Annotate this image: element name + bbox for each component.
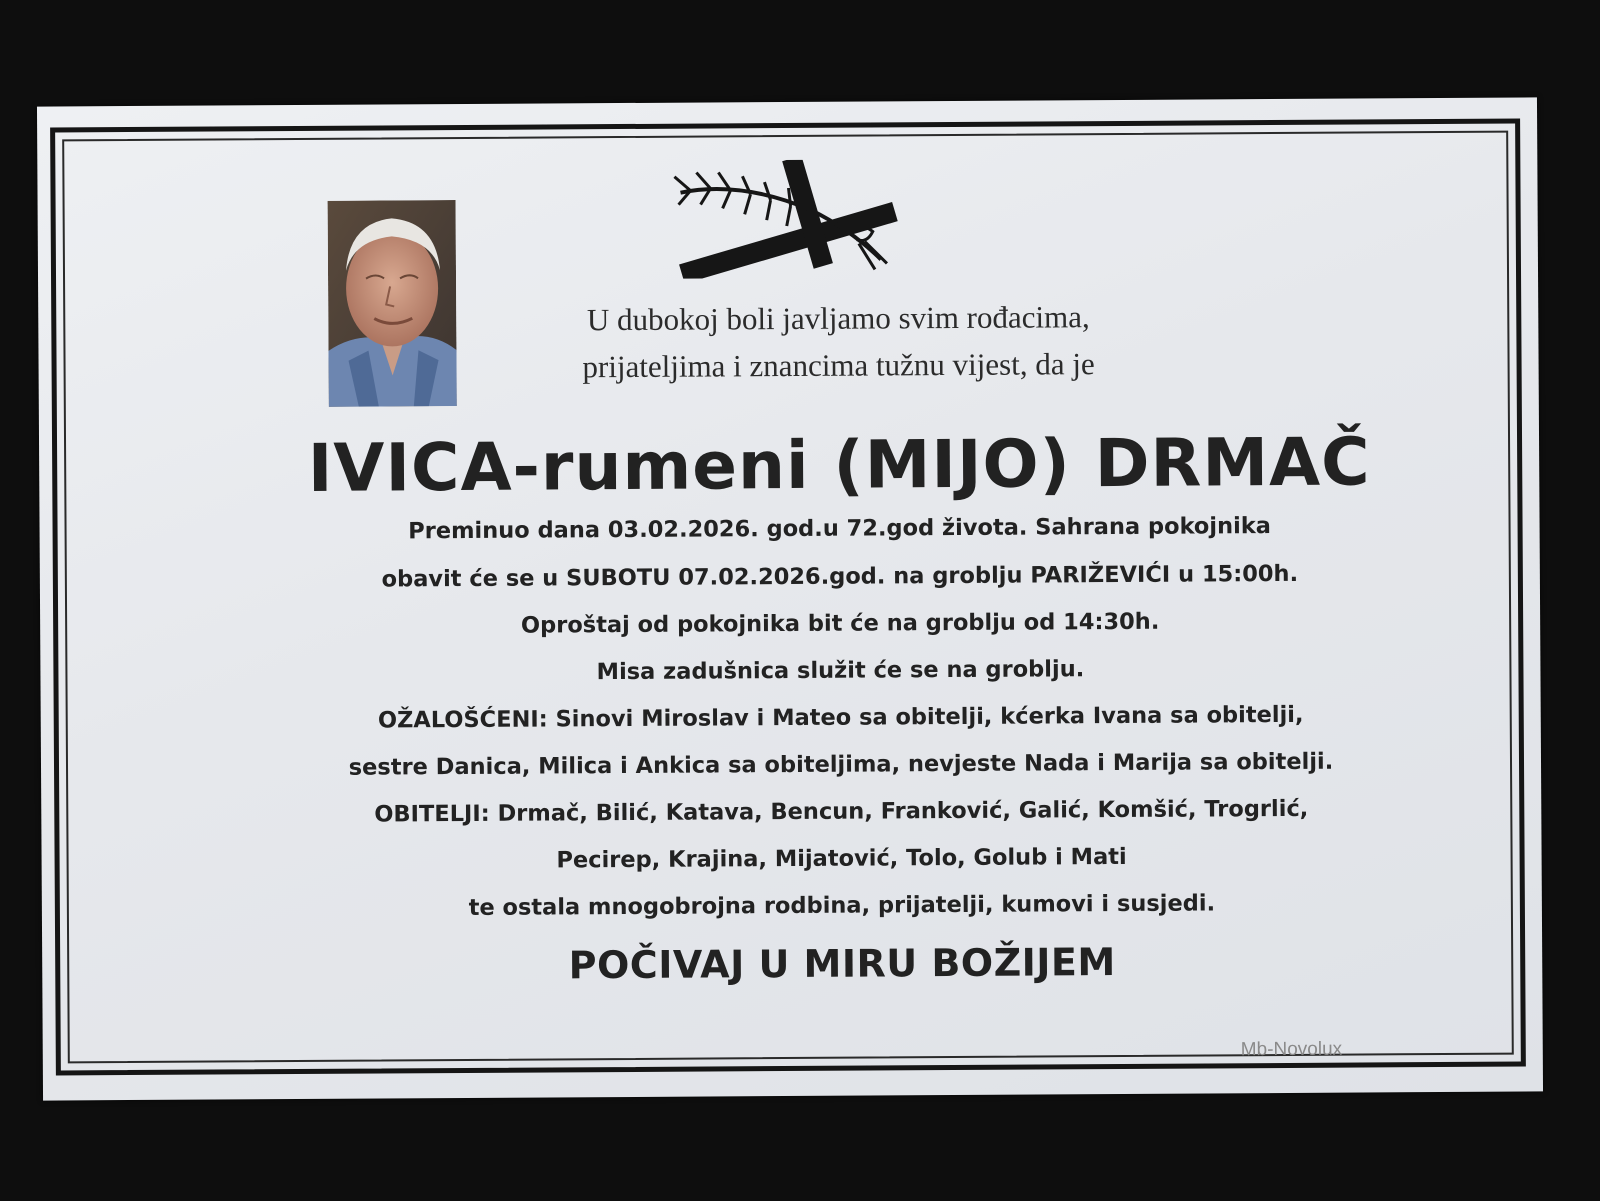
farewell-line: Oproštaj od pokojnika bit će na groblju od 14:30h. (520, 608, 1160, 639)
obituary-notice (37, 97, 1543, 1100)
relatives-line: te ostala mnogobrojna rodbina, prijatelji, kumovi i susjedi. (468, 890, 1216, 921)
cross-with-palm-icon (660, 159, 901, 278)
families-line-2: Pecirep, Krajina, Mijatović, Tolo, Golub i Mati (556, 843, 1127, 874)
printer-mark: Mb-Novolux (1240, 1038, 1343, 1061)
mass-line: Misa zadušnica služit će se na groblju. (596, 656, 1085, 686)
mourners-line-2: sestre Danica, Milica i Ankica sa obiteljima, nevjeste Nada i Marija sa obitelji. (348, 748, 1334, 781)
closing-prayer: POČIVAJ U MIRU BOŽIJEM (568, 940, 1116, 988)
intro-line-1: U dubokoj boli javljamo svim rođacima, (586, 299, 1090, 338)
intro-line-2: prijateljima i znancima tužnu vijest, da je (582, 346, 1095, 385)
deceased-name: IVICA-rumeni (MIJO) DRMAČ (307, 423, 1371, 507)
funeral-details-line: obavit će se u SUBOTU 07.02.2026.god. na groblju PARIŽEVIĆI u 15:00h. (381, 560, 1299, 593)
death-date-line: Preminuo dana 03.02.2026. god.u 72.god života. Sahrana pokojnika (408, 513, 1272, 545)
families-line-1: OBITELJI: Drmač, Bilić, Katava, Bencun, Franković, Galić, Komšić, Trogrlić, (374, 795, 1309, 828)
mourners-line-1: OŽALOŠĆENI: Sinovi Miroslav i Mateo sa obitelji, kćerka Ivana sa obitelji, (377, 701, 1304, 734)
